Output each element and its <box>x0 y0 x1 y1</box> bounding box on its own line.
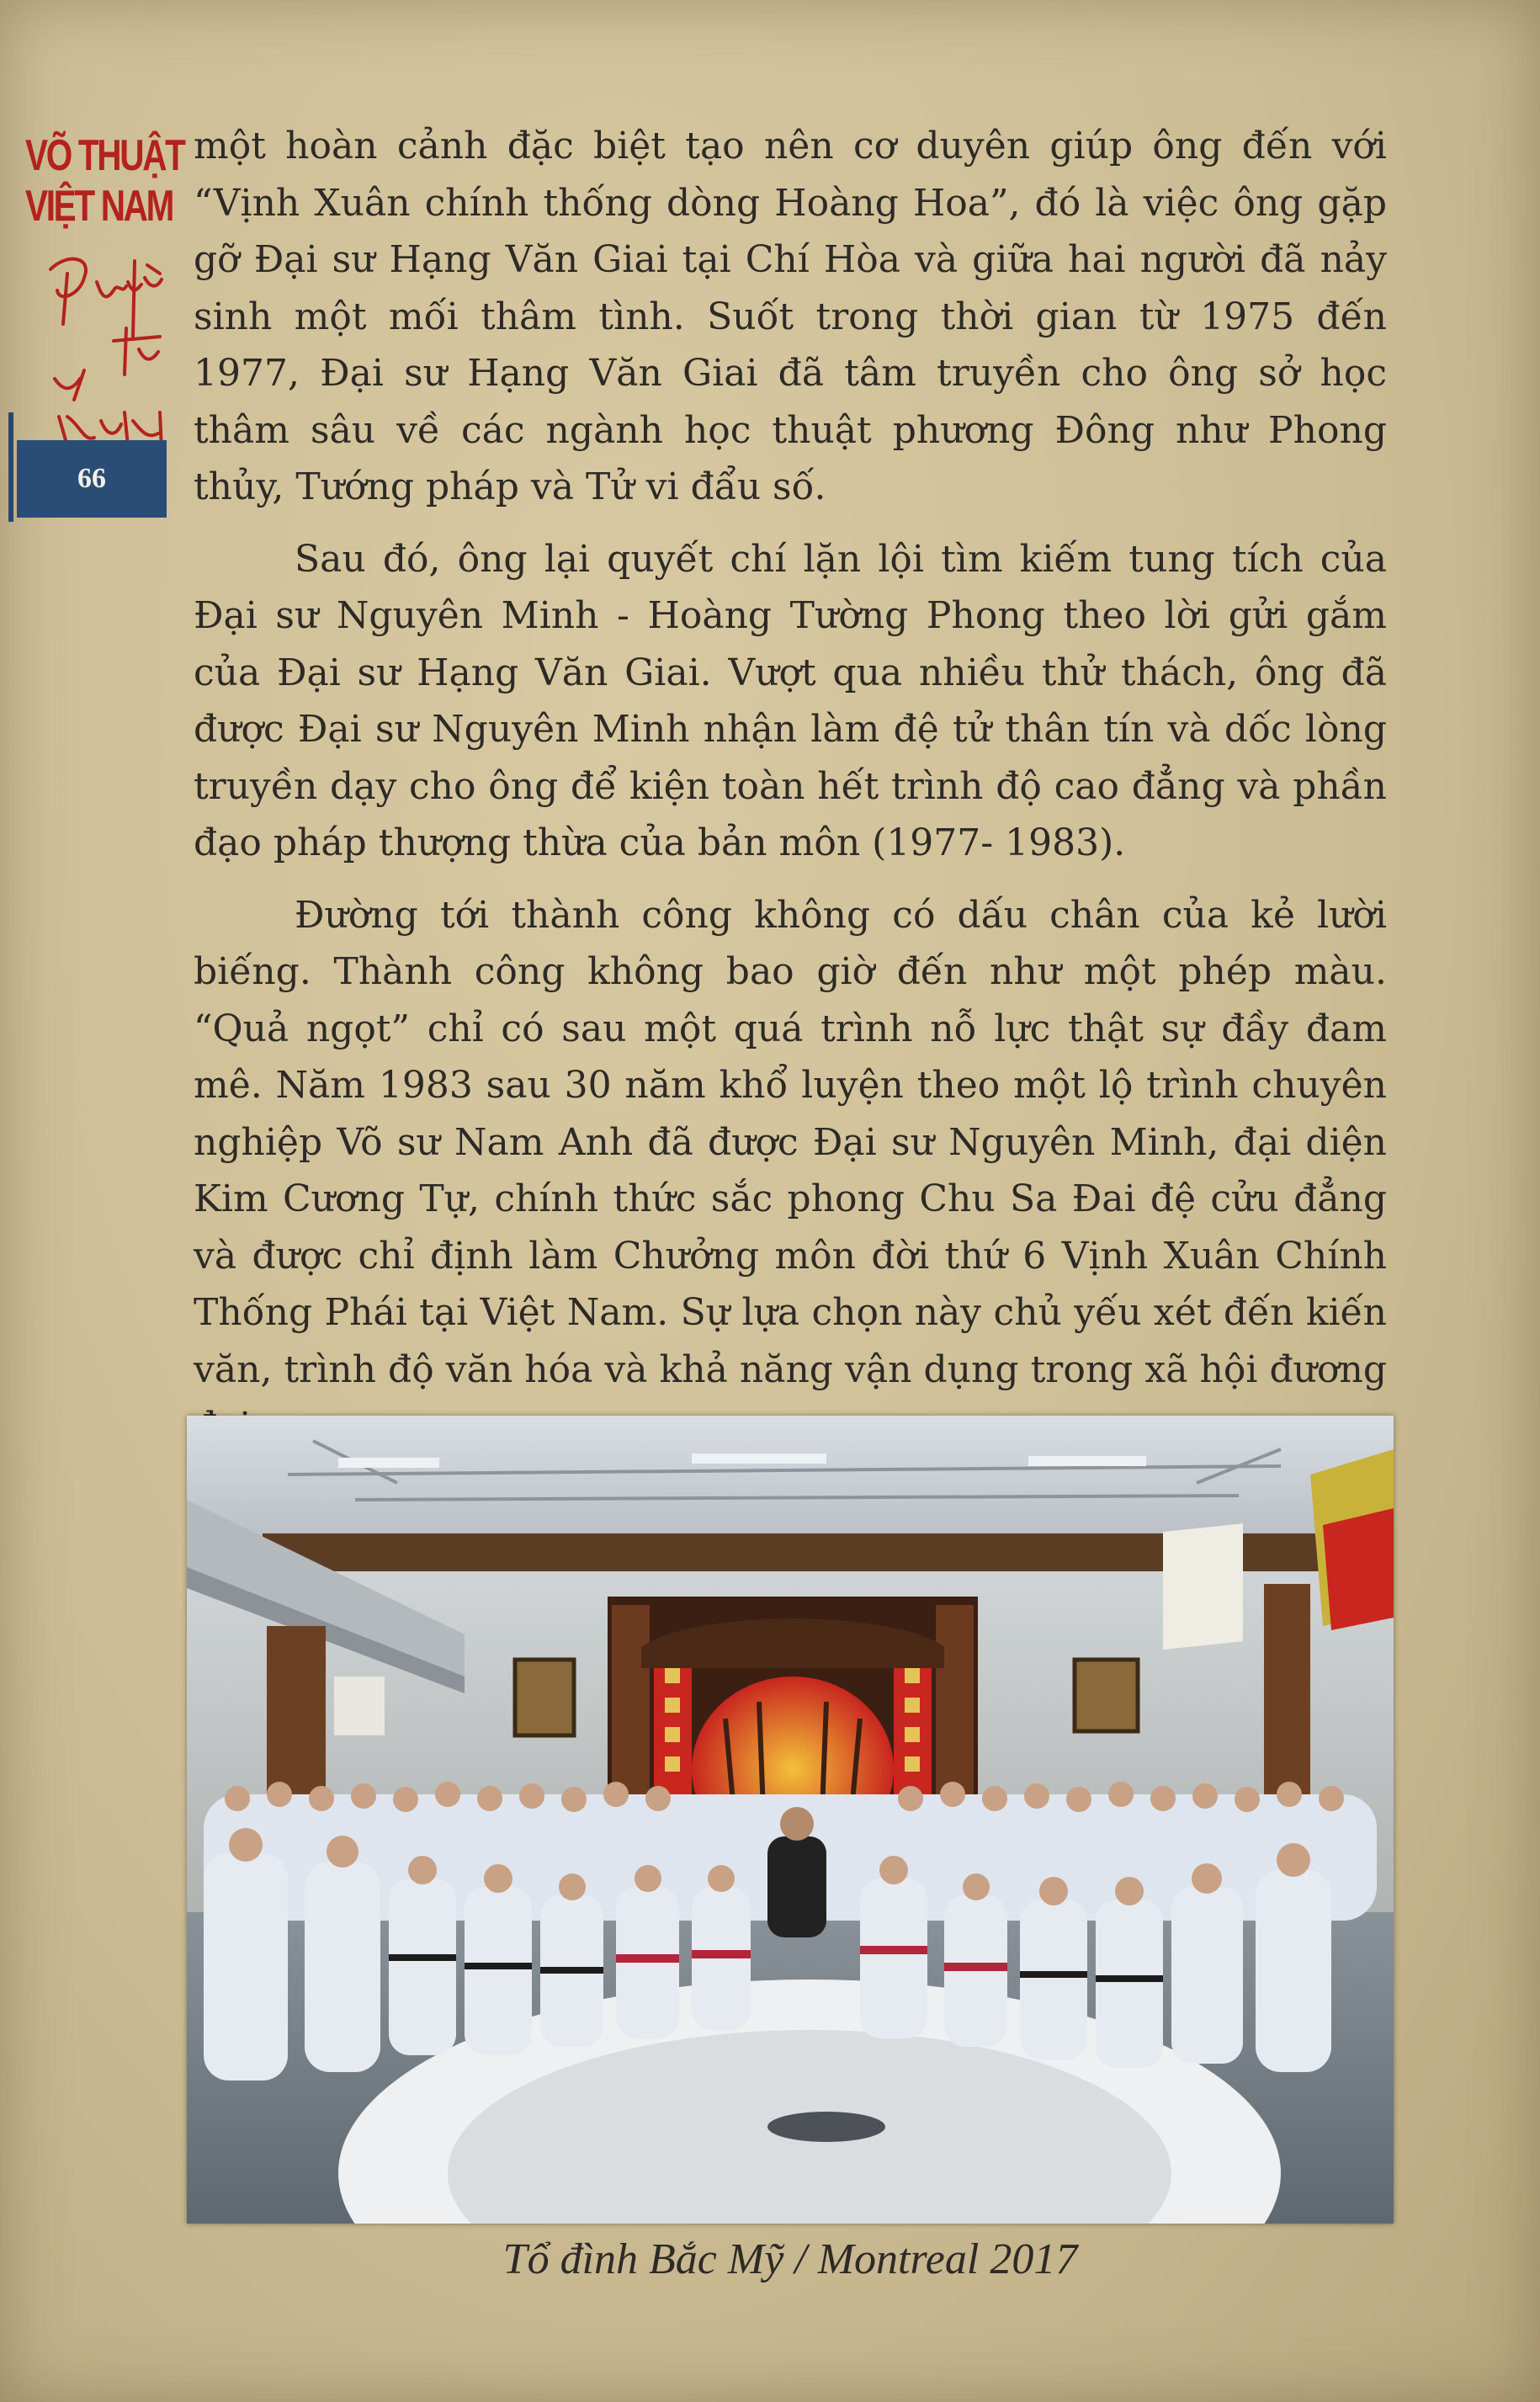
paragraph: Sau đó, ông lại quyết chí lặn lội tìm kiếm tung tích của Đại sư Nguyên Minh - Hoàng Tường Phong theo lời gửi gắm của Đại sư Hạng Văn Giai. Vượt qua nhiều thử thách, ông đã được Đại sư Nguyên Minh nhận làm đệ tử thân tín và dốc lòng truyền dạy cho ông để kiện toàn hết trình độ cao đẳng và phần đạo pháp thượng thừa của bản môn (1977- 1983). <box>194 537 1387 864</box>
group-photo <box>187 1416 1394 2224</box>
brand-title-line2: VIỆT NAM <box>25 182 173 231</box>
page-number: 66 <box>17 440 167 518</box>
paragraph: một hoàn cảnh đặc biệt tạo nên cơ duyên giúp ông đến với “Vịnh Xuân chính thống dòng Hoàng Hoa”, đó là việc ông gặp gỡ Đại sư Hạng Văn Giai tại Chí Hòa và giữa hai người đã nảy sinh một mối thâm tình. Suốt trong thời gian từ 1975 đến 1977, Đại sư Hạng Văn Giai đã tâm truyền cho ông sở học thâm sâu về các ngành học thuật phương Đông như Phong thủy, Tướng pháp và Tử vi đẩu số. <box>194 125 1387 508</box>
group-photo-illustration <box>187 1416 1394 2224</box>
body-text <box>194 118 1387 1470</box>
side-rule <box>8 412 13 522</box>
photo-caption: Tổ đình Bắc Mỹ / Montreal 2017 <box>502 2235 1078 2283</box>
paragraph: Đường tới thành công không có dấu chân của kẻ lười biếng. Thành công không bao giờ đến như một phép màu. “Quả ngọt” chỉ có sau một quá trình nỗ lực thật sự đầy đam mê. Năm 1983 sau 30 năm khổ luyện theo một lộ trình chuyên nghiệp Võ sư Nam Anh đã được Đại sư Nguyên Minh, đại diện Kim Cương Tự, chính thức sắc phong Chu Sa Đai đệ cửu đẳng và được chỉ định làm Chưởng môn đời thứ 6 Vịnh Xuân Chính Thống Phái tại Việt Nam. Sự lựa chọn này chủ yếu xét đến kiến văn, trình độ văn hóa và khả năng vận dụng trong xã hội đương <box>194 893 1387 1391</box>
sidebar-brand <box>25 130 184 231</box>
brand-title-line1: VÕ THUẬT <box>25 131 184 180</box>
